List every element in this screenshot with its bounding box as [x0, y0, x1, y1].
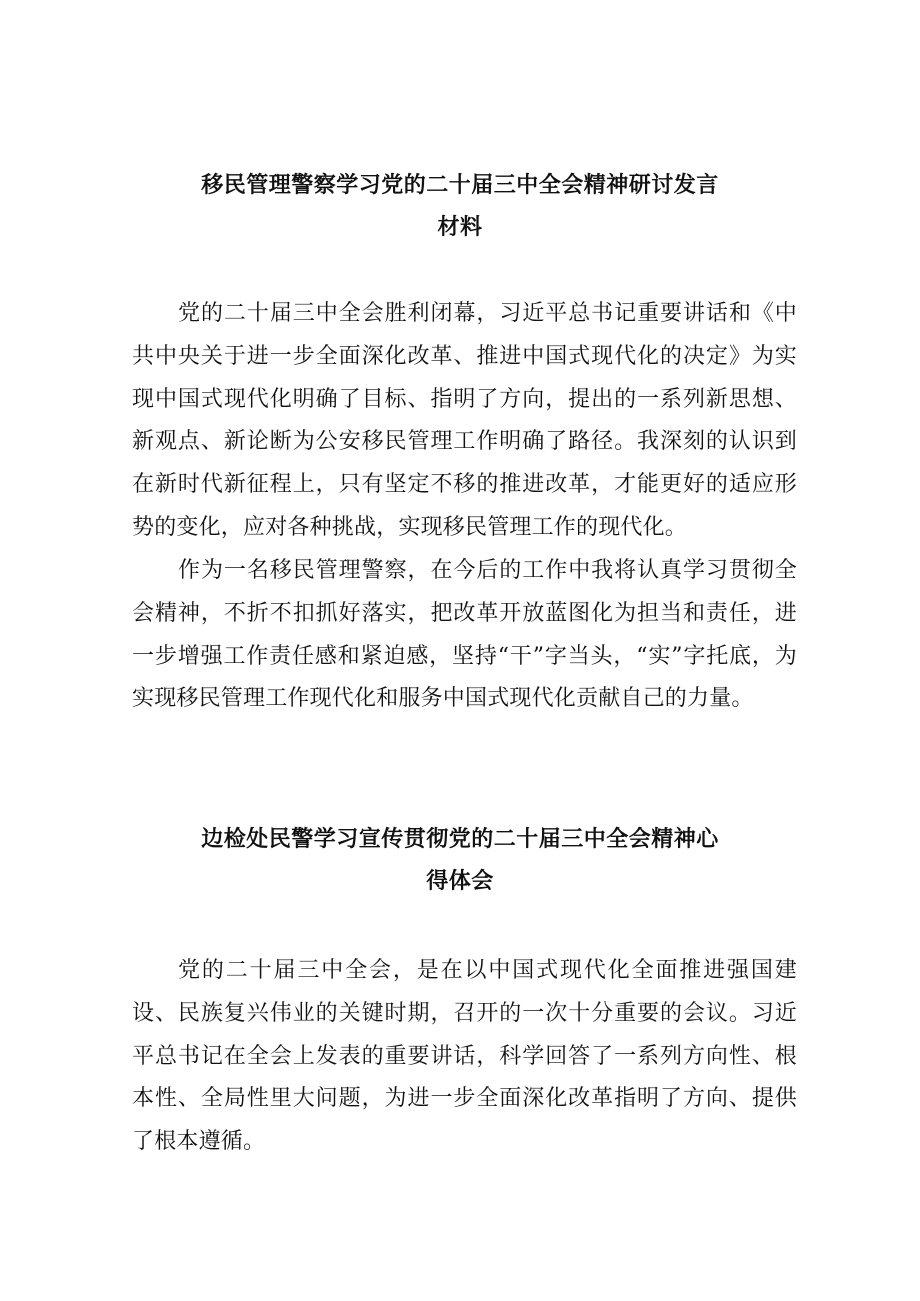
article-2-paragraph-1: 党的二十届三中全会，是在以中国式现代化全面推进强国建设、民族复兴伟业的关键时期，召开的一次十分重要的会议。习近平总书记在全会上发表的重要讲话，科学回答了一系列方向性、根本性、全局性里大问题，为进一步全面深化改革指明了方向、提供了根本遵循。: [132, 958, 797, 1155]
article-1-paragraph-1: 党的二十届三中全会胜利闭幕，习近平总书记重要讲话和《中共中央关于进一步全面深化改革、推进中国式现代化的决定》为实现中国式现代化明确了目标、指明了方向，提出的一系列新思想、新观点、新论断为公安移民管理工作明确了路径。我深刻的认识到在新时代新征程上，只有坚定不移的推进改革，才能更好的适应形势的变化，应对各种挑战，实现移民管理工作的现代化。: [132, 301, 797, 540]
article-1-title: 移民管理警察学习党的二十届三中全会精神研讨发言 材料: [201, 172, 719, 240]
article-2-title: 边检处民警学习宣传贯彻党的二十届三中全会精神心 得体会: [201, 826, 719, 894]
article-1-paragraph-2: 作为一名移民管理警察，在今后的工作中我将认真学习贯彻全会精神，不折不扣抓好落实，把改革开放蓝图化为担当和责任，进一步增强工作责任感和紧迫感，坚持“干”字当头，“实”字托底，为实现移民管理工作现代化和服务中国式现代化贡献自己的力量。: [132, 558, 797, 712]
